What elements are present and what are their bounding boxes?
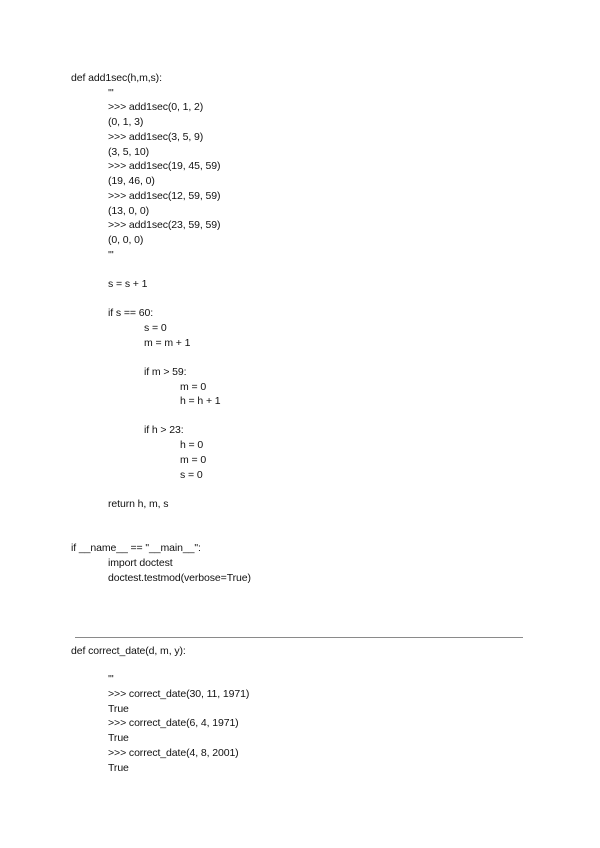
doctest-line: (0, 0, 0)	[108, 234, 144, 246]
s-increment-line: s = s + 1	[108, 278, 148, 290]
def-correct-date-line: def correct_date(d, m, y):	[71, 645, 186, 657]
doctest-testmod-line: doctest.testmod(verbose=True)	[108, 572, 251, 584]
doctest-line: >>> add1sec(19, 45, 59)	[108, 160, 221, 172]
doctest-line: >>> correct_date(6, 4, 1971)	[108, 717, 239, 729]
if-s-line: if s == 60:	[108, 307, 154, 319]
doctest-line: (19, 46, 0)	[108, 175, 155, 187]
s-zero-line-2: s = 0	[180, 469, 203, 481]
doctest-line: >>> add1sec(23, 59, 59)	[108, 219, 221, 231]
s-zero-line: s = 0	[144, 322, 167, 334]
doctest-line: >>> add1sec(3, 5, 9)	[108, 131, 204, 143]
doctest-line: (3, 5, 10)	[108, 146, 150, 158]
docstring-open-2: '''	[108, 673, 114, 685]
doctest-line: (13, 0, 0)	[108, 205, 150, 217]
horizontal-divider	[75, 637, 523, 638]
h-increment-line: h = h + 1	[180, 395, 221, 407]
doctest-line: True	[108, 703, 129, 715]
if-main-line: if __name__ == "__main__":	[71, 542, 201, 554]
doctest-line: True	[108, 762, 129, 774]
doctest-line: (0, 1, 3)	[108, 116, 144, 128]
doctest-line: True	[108, 732, 129, 744]
doctest-line: >>> add1sec(12, 59, 59)	[108, 190, 221, 202]
h-zero-line: h = 0	[180, 439, 204, 451]
if-m-line: if m > 59:	[144, 366, 187, 378]
if-h-line: if h > 23:	[144, 424, 184, 436]
m-zero-line-2: m = 0	[180, 454, 207, 466]
def-add1sec-line: def add1sec(h,m,s):	[71, 72, 162, 84]
doctest-line: >>> correct_date(30, 11, 1971)	[108, 688, 250, 700]
docstring-close: '''	[108, 249, 114, 261]
import-doctest-line: import doctest	[108, 557, 173, 569]
doctest-line: >>> add1sec(0, 1, 2)	[108, 101, 204, 113]
m-zero-line: m = 0	[180, 381, 207, 393]
docstring-open: '''	[108, 87, 114, 99]
return-line: return h, m, s	[108, 498, 169, 510]
doctest-line: >>> correct_date(4, 8, 2001)	[108, 747, 239, 759]
m-increment-line: m = m + 1	[144, 337, 191, 349]
